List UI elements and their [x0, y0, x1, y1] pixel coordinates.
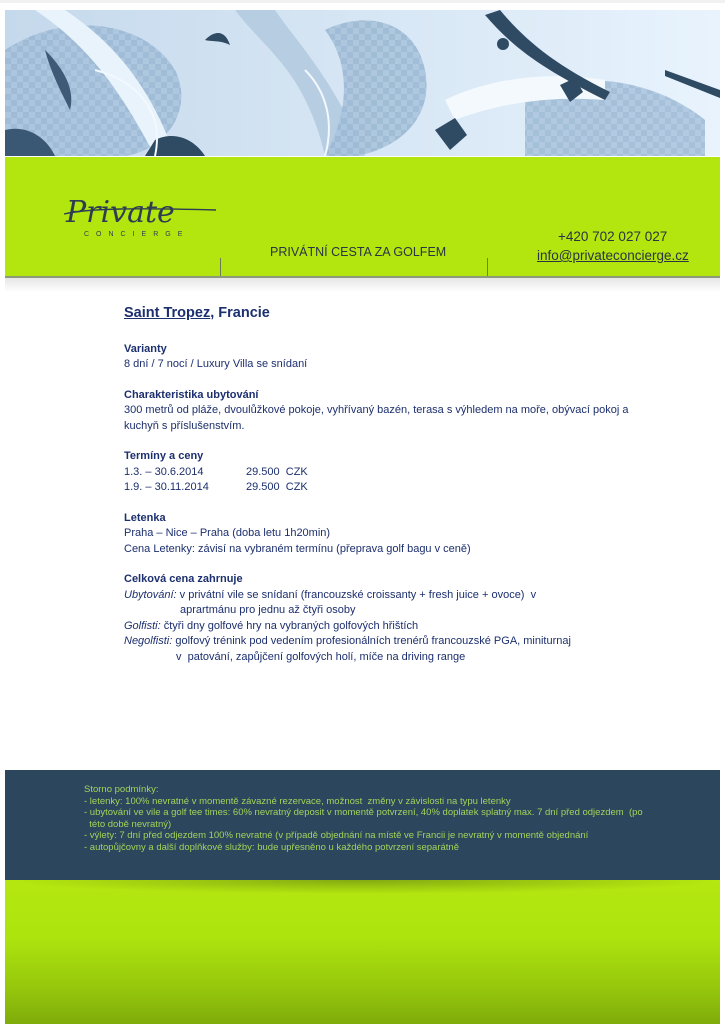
private-concierge-logo — [60, 188, 230, 248]
header-divider-left — [220, 258, 221, 276]
includes-label: Negolfisti: — [124, 635, 173, 647]
cancellation-line: - ubytování ve vile a golf tee times: 60% nevratný deposit v momentě potvrzení, 40% doplatek splatný max. 7 dní před odjezdem (po — [84, 807, 643, 818]
logo-subtitle: CONCIERGE — [84, 231, 190, 238]
header-divider-right — [487, 258, 488, 276]
section-celkova-cena — [124, 572, 664, 665]
section-terminy — [124, 449, 664, 496]
cancellation-line: této době nevratný) — [84, 818, 172, 830]
cancellation-heading: Storno podmínky: — [84, 784, 159, 795]
section-heading: Letenka — [124, 511, 166, 524]
section-heading: Charakteristika ubytování — [124, 388, 259, 401]
section-letenka — [124, 511, 664, 558]
main-content — [124, 306, 664, 680]
includes-golfisti — [124, 619, 664, 635]
includes-label: Ubytování: — [124, 588, 177, 601]
section-heading: Termíny a ceny — [124, 450, 204, 462]
header-tagline: PRIVÁTNÍ CESTA ZA GOLFEM — [270, 245, 447, 259]
title-place-link[interactable]: Saint Tropez — [124, 305, 211, 321]
header-phone: +420 702 027 027 — [558, 229, 668, 244]
top-border — [0, 0, 725, 3]
footer-shadow — [5, 880, 720, 894]
price-value: 29.500 CZK — [246, 465, 308, 478]
section-heading: Celková cena zahrnuje — [124, 573, 243, 585]
includes-text: golfový trénink pod vedením profesionálních trenérů francouzské PGA, miniturnaj — [172, 635, 571, 647]
price-value: 29.500 CZK — [246, 481, 308, 493]
footer-green-band — [5, 880, 720, 1024]
cancellation-line: - letenky: 100% nevratné v momentě závazné rezervace, možnost změny v závislosti na typu letenky — [84, 795, 511, 807]
includes-negolfisti — [124, 634, 664, 650]
section-text: 8 dní / 7 nocí / Luxury Villa se snídaní — [124, 358, 308, 370]
cancellation-line: - autopůjčovny a další doplňkové služby: bude upřesněno u každého potvrzení separátně — [84, 841, 459, 853]
price-row — [124, 480, 664, 496]
section-heading: Varianty — [124, 342, 167, 355]
cancellation-terms — [84, 784, 684, 853]
cancellation-line: - výlety: 7 dní před odjezdem 100% nevratné (v případě objednání na místě ve Francii je nevratný v momentě objednání — [84, 830, 589, 841]
header-shadow — [5, 278, 720, 292]
includes-text: v privátní vile se snídaní (francouzské croissanty + fresh juice + ovoce) v — [176, 588, 537, 601]
price-dates: 1.3. – 30.6.2014 — [124, 465, 204, 478]
includes-ubytovani — [124, 588, 664, 604]
price-dates: 1.9. – 30.11.2014 — [124, 481, 209, 493]
logo-script: Private — [66, 195, 175, 230]
includes-label: Golfisti: — [124, 619, 161, 632]
header-banner-image — [5, 10, 720, 156]
includes-text-cont: v patování, zapůjčení golfových holí, míče na driving range — [176, 650, 466, 663]
page-title — [124, 306, 664, 322]
includes-text: čtyři dny golfové hry na vybraných golfových hřištích — [160, 619, 419, 632]
flight-price: Cena Letenky: závisí na vybraném termínu (přeprava golf bagu v ceně) — [124, 542, 471, 555]
flight-route: Praha – Nice – Praha (doba letu 1h20min) — [124, 527, 331, 539]
section-charakteristika — [124, 388, 664, 435]
title-country: , Francie — [210, 305, 270, 321]
section-text: 300 metrů od pláže, dvoulůžkové pokoje, vyhřívaný bazén, terasa s výhledem na moře, obývací pokoj a kuchyň s příslušenstvím. — [124, 404, 629, 432]
price-row — [124, 465, 664, 481]
includes-text-cont: aprartmánu pro jednu až čtyři osoby — [180, 604, 356, 616]
footer-cancellation-box — [5, 770, 720, 880]
section-varianty — [124, 342, 664, 373]
header-email-link[interactable]: info@privateconcierge.cz — [537, 248, 689, 263]
